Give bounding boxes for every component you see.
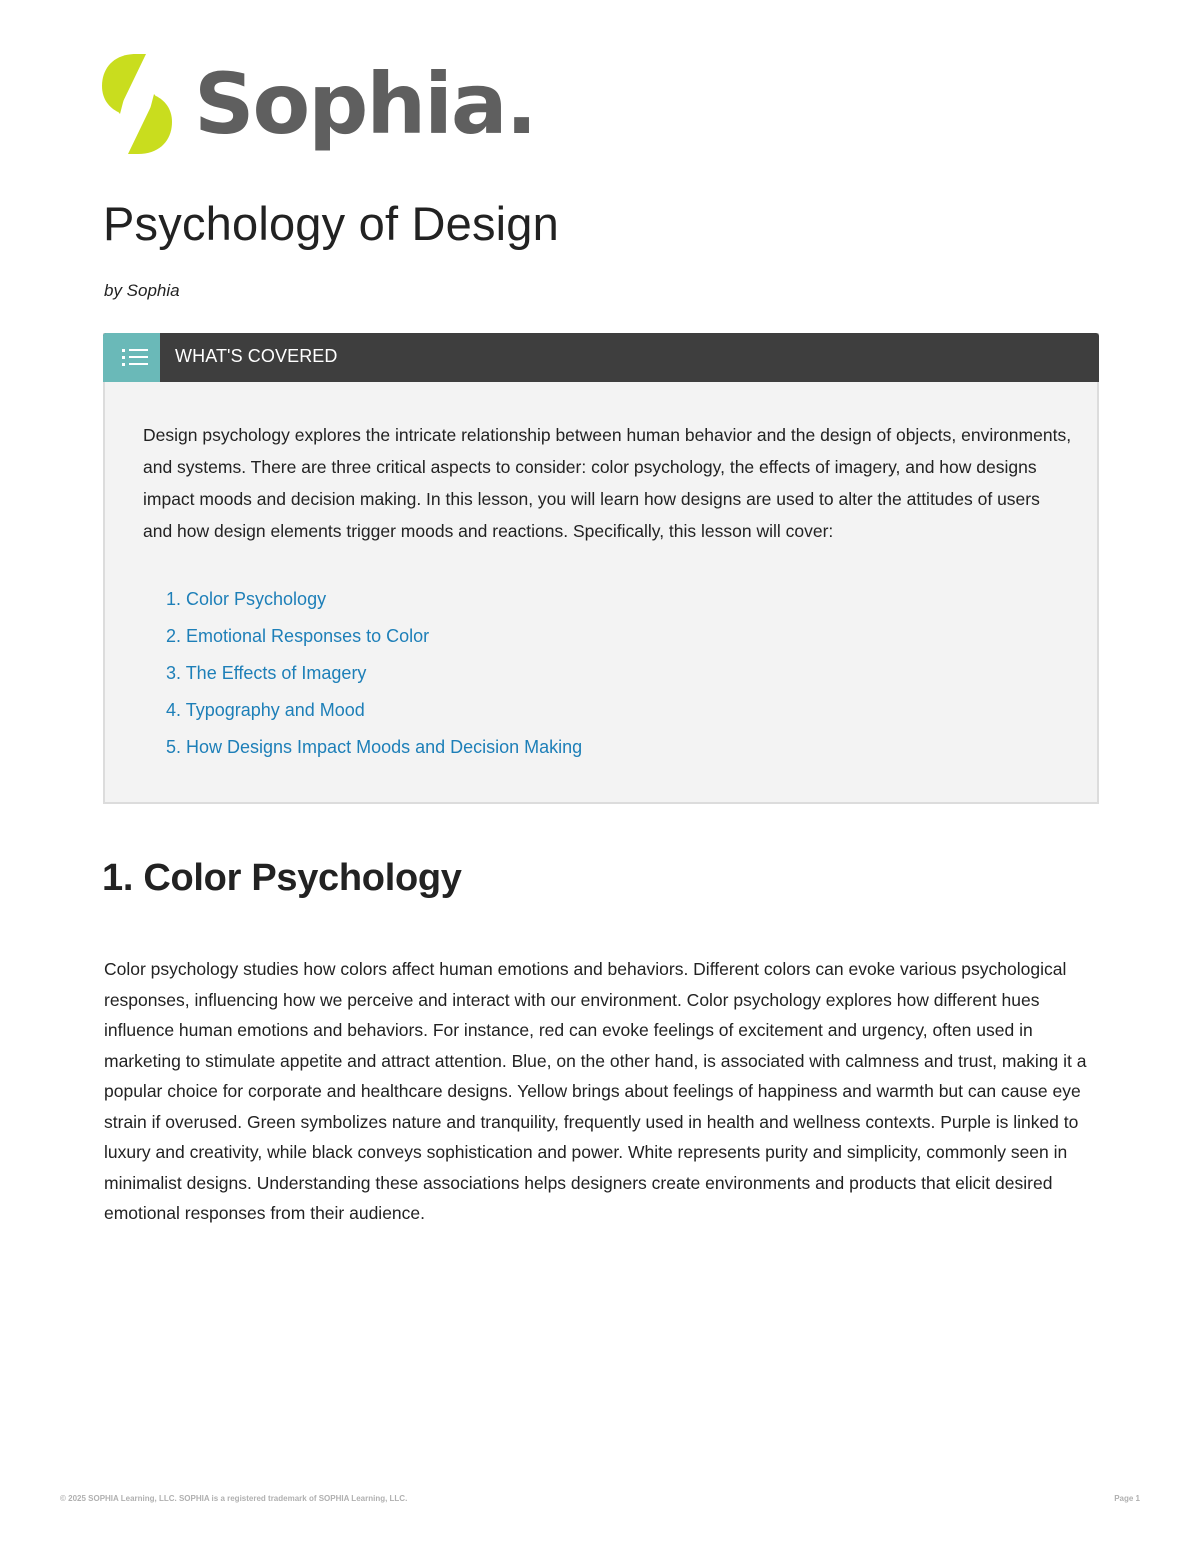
footer-copyright: © 2025 SOPHIA Learning, LLC. SOPHIA is a registered trademark of SOPHIA Learning, LLC. bbox=[60, 1494, 408, 1503]
footer-page-number: Page 1 bbox=[1114, 1494, 1140, 1503]
whats-covered-box bbox=[103, 333, 1099, 804]
whats-covered-header bbox=[103, 333, 1099, 382]
topic-link-color-psychology[interactable]: 1. Color Psychology bbox=[166, 589, 327, 609]
section-body: Color psychology studies how colors affect human emotions and behaviors. Different colors can evoke various psychological responses, influencing how we perceive and interact with our environment. Color psychology explores how different hues influence human emotions and behaviors. For instance, red can evoke feelings of excitement and urgency, often used in marketing to stimulate appetite and attract attention. Blue, on the other hand, is associated with calmness and trust, making it a popular choice for corporate and healthcare designs. Yellow brings about feelings of happiness and warmth but can cause eye strain if overused. Green symbolizes nature and tranquility, frequently used in health and wellness contexts. Purple is linked to luxury and creativity, while black conveys sophistication and power. White represents purity and simplicity, commonly seen in minimalist designs. Understanding these associations helps designers create environments and products that elicit desired emotional responses from their audience. bbox=[104, 959, 1087, 1223]
sophia-logo bbox=[100, 52, 536, 156]
list-icon bbox=[103, 333, 160, 382]
whats-covered-intro: Design psychology explores the intricate relationship between human behavior and the design of objects, environments, and systems. There are three critical aspects to consider: color psychology, the effects of imagery, and how designs impact moods and decision making. In this lesson, you will learn how designs are used to alter the attitudes of users and how design elements trigger moods and reactions. Specifically, this lesson will cover: bbox=[143, 425, 1072, 541]
topic-link-emotional-responses[interactable]: 2. Emotional Responses to Color bbox=[166, 626, 430, 646]
topic-link-designs-impact-moods[interactable]: 5. How Designs Impact Moods and Decision Making bbox=[166, 737, 583, 757]
topic-link-typography-and-mood[interactable]: 4. Typography and Mood bbox=[166, 700, 365, 720]
whats-covered-label: WHAT'S COVERED bbox=[175, 346, 338, 366]
topic-link-effects-of-imagery[interactable]: 3. The Effects of Imagery bbox=[166, 663, 367, 683]
byline: by Sophia bbox=[104, 281, 180, 300]
section-title: 1. Color Psychology bbox=[102, 857, 462, 899]
page-title: Psychology of Design bbox=[103, 197, 559, 250]
lesson-topic-list bbox=[166, 589, 582, 774]
logo-wordmark: Sophia. bbox=[194, 55, 536, 153]
sophia-logo-mark-icon bbox=[100, 52, 174, 156]
